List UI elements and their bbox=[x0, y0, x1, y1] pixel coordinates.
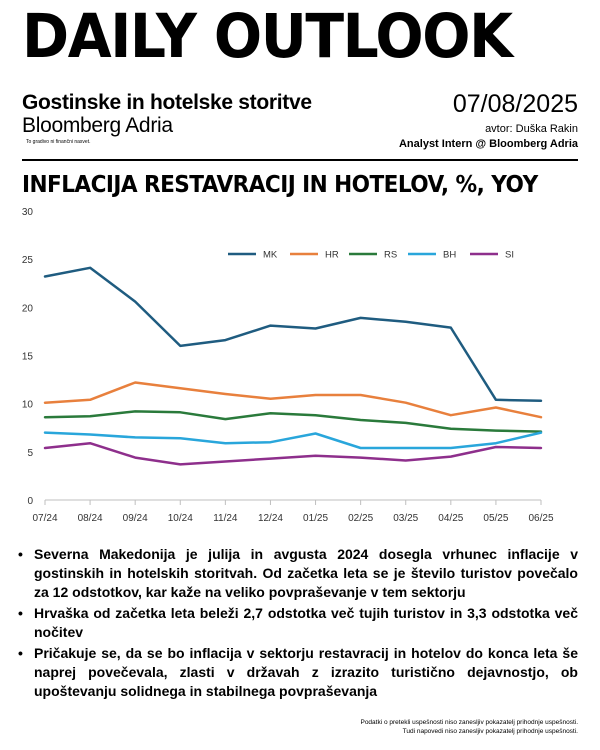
bullet-text: Severna Makedonija je julija in avgusta 2024 dosegla vrhunec inflacije v gostinskih in hotelskih storitvah. Od začetka leta se je število turistov povečalo za 12 odstotkov, kar kaže na veliko povpraševanje v tem sektorju bbox=[34, 546, 578, 600]
x-tick-label: 01/25 bbox=[303, 513, 329, 524]
series-line-rs bbox=[45, 411, 541, 431]
chart-title: INFLACIJA RESTAVRACIJ IN HOTELOV, %, YOY bbox=[22, 172, 538, 198]
y-tick-label: 0 bbox=[27, 496, 33, 507]
disclaimer-line: Podatki o pretekli uspešnosti niso zanesljiv pokazatelj prihodnje uspešnosti. bbox=[360, 719, 578, 726]
disclaimer-line: Tudi napovedi niso zanesljiv pokazatelj prihodnje uspešnosti. bbox=[402, 728, 578, 735]
y-tick-label: 20 bbox=[21, 303, 33, 315]
x-tick-label: 05/25 bbox=[483, 513, 509, 524]
series-line-mk bbox=[45, 268, 541, 401]
bullet-list bbox=[18, 545, 578, 703]
x-tick-label: 11/24 bbox=[213, 513, 238, 524]
bullet-dot: • bbox=[18, 605, 23, 621]
y-tick-label: 10 bbox=[21, 399, 33, 411]
tagline: To gradivo ni finančni nasvet. bbox=[26, 139, 91, 145]
inflation-line-chart bbox=[0, 200, 600, 530]
bullet-item bbox=[18, 604, 578, 642]
report-date: 07/08/2025 bbox=[452, 90, 578, 118]
legend-label: MK bbox=[263, 249, 278, 261]
x-tick-label: 03/25 bbox=[393, 513, 419, 524]
bullet-dot: • bbox=[18, 546, 23, 562]
bullet-text: Hrvaška od začetka leta beleži 2,7 odstotka več tujih turistov in 3,3 odstotka več nočitev bbox=[34, 605, 578, 640]
author: avtor: Duška Rakin bbox=[485, 123, 578, 135]
bullet-item bbox=[18, 545, 578, 602]
series-line-bh bbox=[45, 433, 541, 448]
header-divider bbox=[22, 159, 578, 161]
report-topic: Gostinske in hotelske storitve bbox=[22, 91, 312, 114]
bullet-item bbox=[18, 644, 578, 701]
y-tick-label: 30 bbox=[21, 207, 33, 218]
bullet-dot: • bbox=[18, 645, 23, 661]
report-source: Bloomberg Adria bbox=[22, 114, 173, 137]
x-tick-label: 06/25 bbox=[528, 513, 554, 524]
legend-label: BH bbox=[443, 249, 457, 261]
x-tick-label: 12/24 bbox=[257, 513, 283, 524]
legend-label: SI bbox=[505, 249, 514, 261]
y-tick-label: 15 bbox=[21, 351, 33, 363]
legend-label: HR bbox=[325, 249, 339, 261]
x-tick-label: 08/24 bbox=[77, 513, 103, 524]
x-tick-label: 10/24 bbox=[167, 513, 193, 524]
y-tick-label: 25 bbox=[21, 255, 33, 267]
x-tick-label: 07/24 bbox=[32, 513, 58, 524]
x-tick-label: 02/25 bbox=[348, 513, 374, 524]
disclaimer bbox=[360, 718, 578, 736]
brand-title: DAILY OUTLOOK bbox=[22, 1, 512, 72]
x-tick-label: 04/25 bbox=[438, 513, 464, 524]
author-role: Analyst Intern @ Bloomberg Adria bbox=[398, 138, 578, 150]
bullet-text: Pričakuje se, da se bo inflacija v sektorju restavracij in hotelov do konca leta še naprej povečevala, zlasti v državah z izrazito turistično dejavnostjo, ob upoštevanju solidnega in stabilnega povpraševanja bbox=[34, 645, 578, 699]
y-tick-label: 5 bbox=[27, 447, 33, 459]
legend-label: RS bbox=[384, 249, 398, 261]
x-tick-label: 09/24 bbox=[122, 513, 148, 524]
